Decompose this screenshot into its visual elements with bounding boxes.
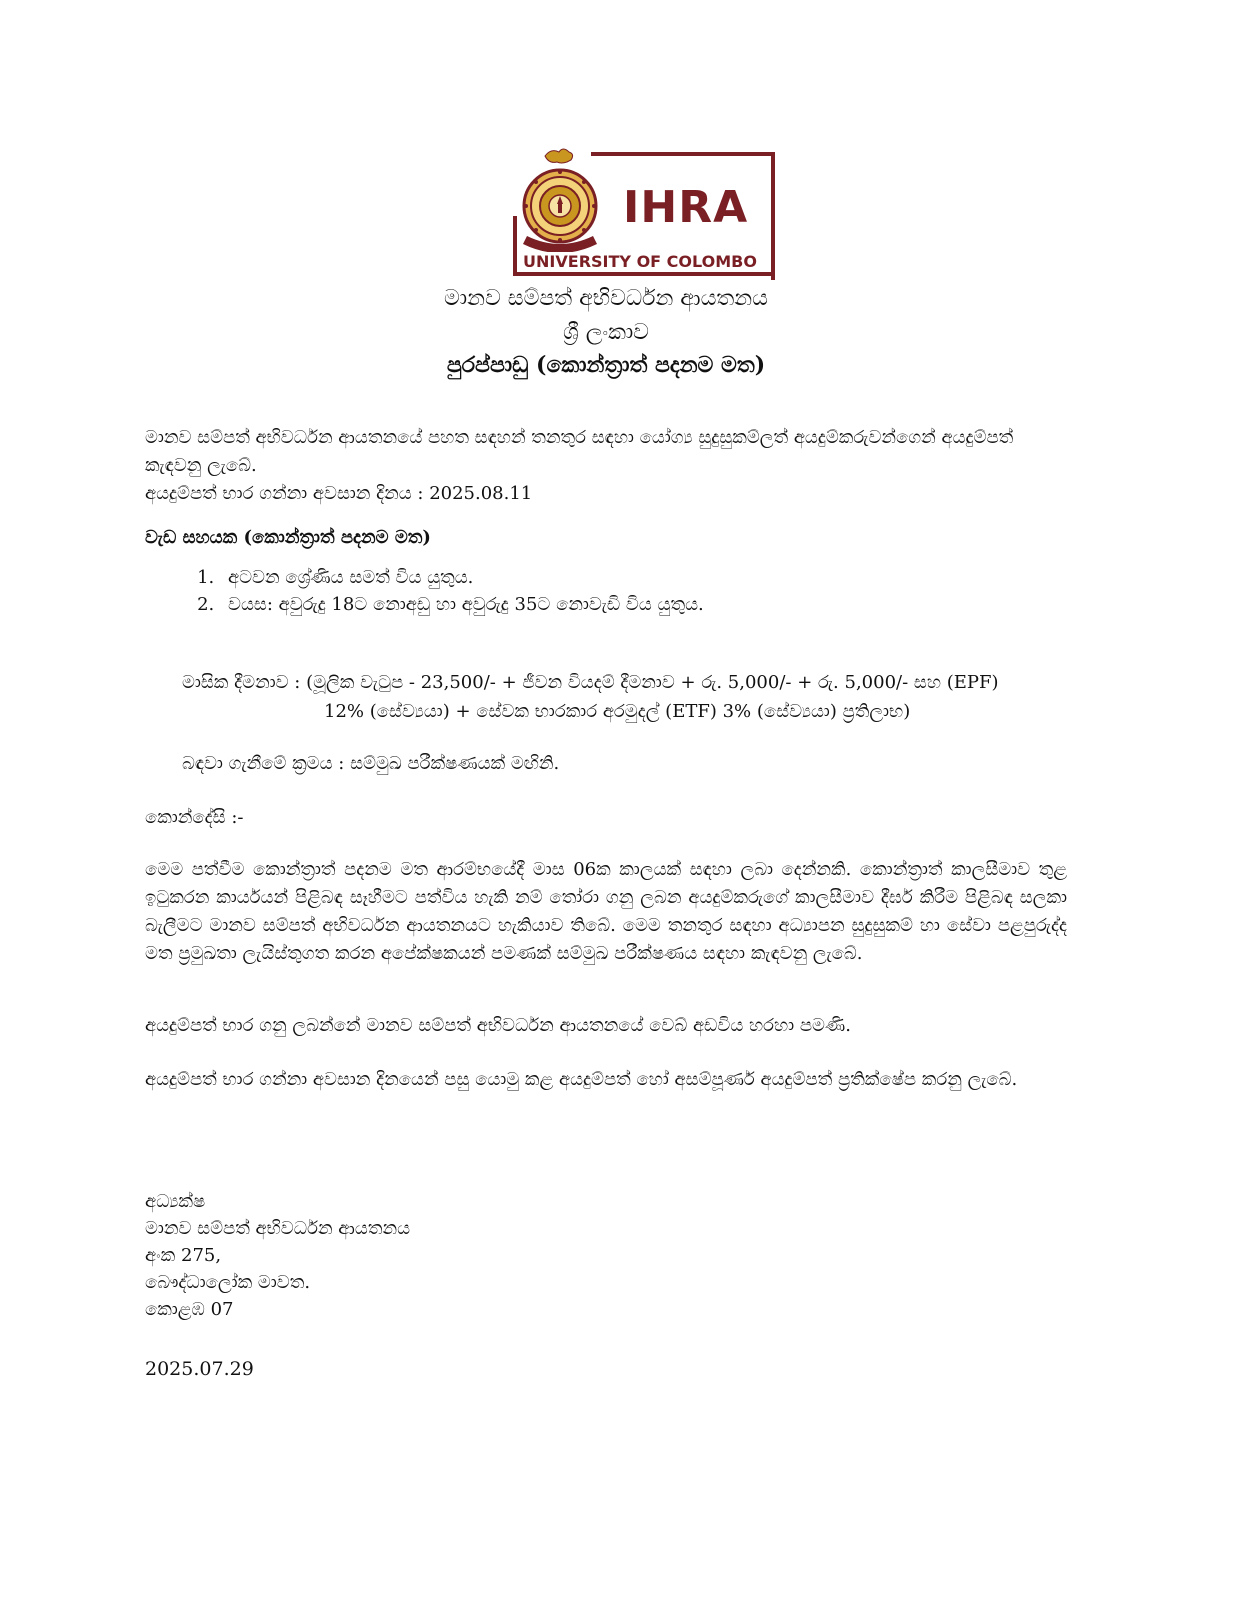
intro-text: මානව සම්පත් අභිවර්ධන ආයතනයේ පහත සඳහන් තනතුර සඳහා යෝග්‍ය සුදුසුකම්ලත් අයදුම්කරුවන්ගෙන් අයදුම්පත් කැඳවනු ලැබේ. [145, 427, 1014, 476]
closing-date: 2025.08.11 [429, 483, 533, 504]
ihra-logo [515, 148, 775, 284]
salary-line-1: මාසික දීමනාව : (මූලික වැටුප - 23,500/- + ජීවන වියදම් දීමනාව + රු. 5,000/- + රු. 5,000/- සහ (EPF) [182, 672, 999, 693]
address-line-1: අංක 275, [145, 1245, 222, 1266]
requirements-list [180, 564, 1100, 618]
vacancy-title: පුරප්පාඩු (කොන්ත්‍රාත් පදනම මත) [446, 352, 766, 378]
logo-frame-bottom [513, 272, 773, 276]
intro-section [145, 424, 1067, 508]
institute-heading: මානව සම්පත් අභිවර්ධන ආයතනය [444, 286, 768, 311]
conditions-paragraph-2: අයදුම්පත් භාර ගනු ලබන්නේ මානව සම්පත් අභිවර්ධන ආයතනයේ වෙබ් අඩවිය හරහා පමණි. [145, 1015, 851, 1036]
requirement-item: 1. අටවන ශ්‍රේණිය සමත් විය යුතුය. [220, 564, 1100, 591]
logo-acronym: IHRA [623, 182, 749, 233]
address-line-2: බෞද්ධාලෝක මාවත. [145, 1272, 311, 1293]
closing-date-label: අයදුම්පත් භාර ගන්නා අවසාන දිනය : [145, 483, 430, 504]
closing-date-line [145, 480, 1067, 508]
logo-university-name: UNIVERSITY OF COLOMBO [523, 252, 757, 271]
conditions-paragraph-3: අයදුම්පත් භාර ගන්නා අවසාන දිනයෙන් පසු යොමු කළ අයදුම්පත් හෝ අසම්පූර්ණ අයදුම්පත් ප්‍රතික්ෂේප කරනු ලැබේ. [145, 1069, 1018, 1090]
conditions-heading: කොන්දේසි :- [145, 807, 244, 828]
signature-block [145, 1188, 410, 1323]
recruitment-method: බඳවා ගැනීමේ ක්‍රමය : සම්මුඛ පරීක්ෂණයක් මඟිනි. [182, 753, 560, 774]
conditions-paragraph-1: මෙම පත්වීම කොන්ත්‍රාත් පදනම මත ආරම්භයේදී මාස 06ක කාලයක් සඳහා ලබා දෙන්නකි. කොන්ත්‍රාත් කාලසීමාව තුළ ඉටුකරන කාර්යයන් පිළිබඳ සෑහීමට පත්විය හැකි නම් තෝරා ගනු ලබන අයදුම්කරුගේ කාලසීමාව දීර්ඝ කිරීම පිළිබඳ සලකා බැලීමට මානව සම්පත් අභිවර්ධන ආයතනයට හැකියාව තිබේ. මෙම තනතුර සඳහා අධ්‍යාපන සුදුසුකම් හා සේවා පළපුරුද්ද මත ප්‍රමුඛතා ලැයිස්තුගත කරන අපේක්ෂකයන් පමණක් සම්මුඛ පරීක්ෂණය සඳහා කැඳවනු ලැබේ. [145, 859, 1067, 964]
position-title: වැඩ සහයක (කොන්ත්‍රාත් පදනම මත) [145, 527, 431, 548]
signatory-institute: මානව සම්පත් අභිවර්ධන ආයතනය [145, 1218, 411, 1239]
requirement-item: 2. වයස: අවුරුදු 18ට නොඅඩු හා අවුරුදු 35ට නොවැඩි විය යුතුය. [220, 591, 1100, 618]
signatory-designation: අධ්‍යක්ෂ [145, 1191, 206, 1212]
university-seal-icon [515, 148, 605, 252]
address-city: කොළඹ 07 [145, 1299, 234, 1320]
issue-date: 2025.07.29 [145, 1358, 254, 1380]
salary-line-2: 12% (සේව්‍යයා) + සේවක භාරකාර අරමුදල් (ETF) 3% (සේව්‍යයා) ප්‍රතිලාභ) [324, 701, 911, 722]
salary-section [182, 668, 1072, 726]
country-heading: ශ්‍රී ලංකාව [562, 320, 650, 345]
